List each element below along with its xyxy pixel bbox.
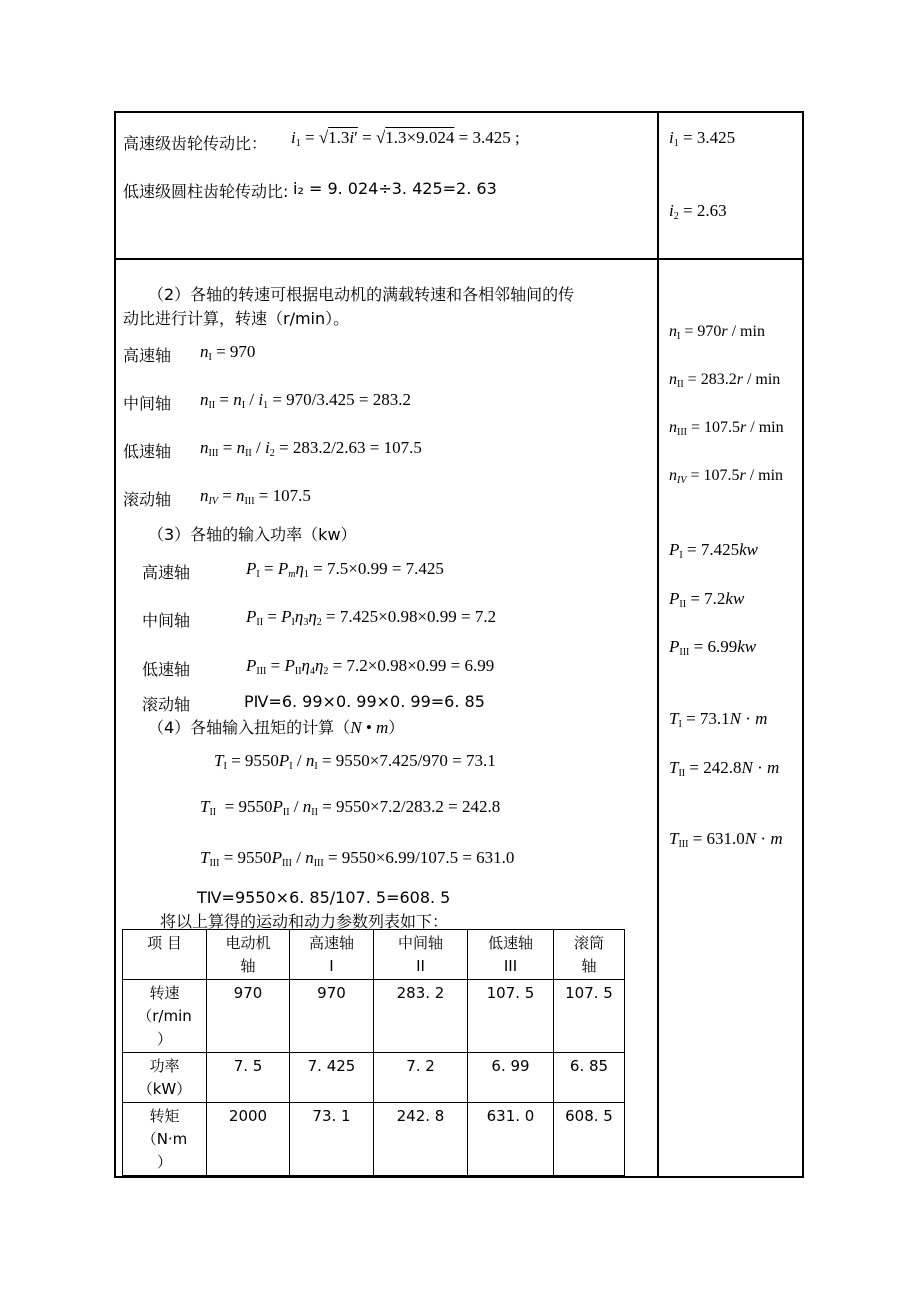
torque-expr-4: TⅣ=9550×6. 85/107. 5=608. 5 xyxy=(197,888,451,907)
table-cell: 2000 xyxy=(207,1103,290,1176)
side-i1: $i_1 = 3.425$ xyxy=(669,128,736,149)
speed-intro-line1: （2）各轴的转速可根据电动机的满载转速和各相邻轴间的传 xyxy=(148,285,575,304)
speed-label-mid: 中间轴 xyxy=(123,394,172,413)
header-cell: 电动机 轴 xyxy=(207,930,290,980)
torque-heading-unit: N • m xyxy=(350,718,389,737)
header-cell: 项 目 xyxy=(123,930,207,980)
table-cell: 功率 （kW） xyxy=(123,1053,207,1103)
ratio-high-expr: $i_1 = √1.3i' = √1.3\times 9.024 = 3.425$ ; xyxy=(291,128,520,149)
power-label-roll: 滚动轴 xyxy=(142,695,191,714)
torque-expr-3: $T_{III} = 9550P_{III} / n_{III} = 9550\times 6.99/107.5 = 631.0$ xyxy=(200,848,515,869)
power-label-low: 低速轴 xyxy=(142,660,191,679)
ratio-low-expr: i₂ = 9. 024÷3. 425=2. 63 xyxy=(293,179,497,198)
side-n3: $n_{III} = 107.5r / \min$ xyxy=(669,419,784,438)
table-cell: 107. 5 xyxy=(554,980,625,1053)
table-header-row xyxy=(123,930,625,980)
table-cell: 7. 425 xyxy=(290,1053,374,1103)
side-p2: $P_{II} = 7.2kw$ xyxy=(669,589,745,610)
table-row xyxy=(123,1053,625,1103)
table-cell: 283. 2 xyxy=(374,980,468,1053)
speed-label-high: 高速轴 xyxy=(123,346,172,365)
table-cell: 6. 85 xyxy=(554,1053,625,1103)
torque-heading-close: ） xyxy=(388,718,405,737)
table-cell: 970 xyxy=(290,980,374,1053)
power-label-high: 高速轴 xyxy=(142,563,191,582)
power-heading: （3）各轴的输入功率（kw） xyxy=(148,525,357,544)
table-cell: 631. 0 xyxy=(468,1103,554,1176)
torque-expr-2: $T_{II} = 9550P_{II} / n_{II} = 9550\times 7.2/283.2 = 242.8$ xyxy=(200,797,501,818)
table-cell: 73. 1 xyxy=(290,1103,374,1176)
table-cell: 970 xyxy=(207,980,290,1053)
header-cell: 高速轴 I xyxy=(290,930,374,980)
side-i2: $i_2 = 2.63$ xyxy=(669,201,727,222)
side-t3: $T_{III} = 631.0N \cdot m$ xyxy=(669,829,783,850)
side-n4: $n_{IV} = 107.5r / \min$ xyxy=(669,467,784,486)
header-cell: 中间轴 II xyxy=(374,930,468,980)
torque-expr-1: $T_I = 9550P_I / n_I = 9550\times 7.425/970 = 73.1$ xyxy=(214,751,496,772)
speed-expr-low: $n_{III} = n_{II} / i_2 = 283.2/2.63 = 107.5$ xyxy=(200,438,422,459)
power-expr-mid: $P_{II} = P_I\eta_3\eta_2 = 7.425\times 0.98\times 0.99 = 7.2$ xyxy=(246,607,497,628)
side-n2: $n_{II} = 283.2r / \min$ xyxy=(669,371,781,390)
torque-heading xyxy=(148,715,404,738)
side-t1: $T_I = 73.1N \cdot m$ xyxy=(669,709,768,730)
speed-label-roll: 滚动轴 xyxy=(123,490,172,509)
table-cell: 107. 5 xyxy=(468,980,554,1053)
speed-expr-mid: $n_{II} = n_I / i_1 = 970/3.425 = 283.2$ xyxy=(200,390,411,411)
header-cell: 低速轴 III xyxy=(468,930,554,980)
side-t2: $T_{II} = 242.8N \cdot m$ xyxy=(669,758,780,779)
power-label-mid: 中间轴 xyxy=(142,611,191,630)
side-p3: $P_{III} = 6.99kw$ xyxy=(669,637,757,658)
power-expr-roll: PⅣ=6. 99×0. 99×0. 99=6. 85 xyxy=(244,692,485,711)
speed-expr-roll: $n_{IV} = n_{III} = 107.5$ xyxy=(200,486,311,507)
ratio-low-label: 低速级圆柱齿轮传动比: xyxy=(123,182,289,201)
table-row xyxy=(123,1103,625,1176)
header-cell: 滚筒 轴 xyxy=(554,930,625,980)
column-divider xyxy=(657,111,659,1178)
speed-label-low: 低速轴 xyxy=(123,442,172,461)
table-cell: 6. 99 xyxy=(468,1053,554,1103)
table-cell: 转矩 （N·m ） xyxy=(123,1103,207,1176)
side-n1: $n_I = 970r / \min$ xyxy=(669,323,765,342)
row-divider xyxy=(114,258,804,260)
table-cell: 7. 2 xyxy=(374,1053,468,1103)
table-cell: 608. 5 xyxy=(554,1103,625,1176)
side-p1: $P_I = 7.425kw$ xyxy=(669,540,758,561)
table-row xyxy=(123,980,625,1053)
table-cell: 242. 8 xyxy=(374,1103,468,1176)
table-cell: 7. 5 xyxy=(207,1053,290,1103)
power-expr-low: $P_{III} = P_{II}\eta_4\eta_2 = 7.2\times 0.98\times 0.99 = 6.99$ xyxy=(246,656,495,677)
ratio-high-label: 高速级齿轮传动比： xyxy=(123,134,268,153)
table-caption: 将以上算得的运动和动力参数列表如下： xyxy=(160,912,449,931)
speed-expr-high: $n_I = 970$ xyxy=(200,342,256,363)
table-cell: 转速 （r/min ） xyxy=(123,980,207,1053)
speed-intro-line2: 动比进行计算，转速（r/min）。 xyxy=(123,309,350,328)
parameter-table xyxy=(122,929,625,1176)
power-expr-high: $P_I = P_m\eta_1 = 7.5\times 0.99 = 7.425$ xyxy=(246,559,444,580)
torque-heading-text: （4）各轴输入扭矩的计算（ xyxy=(148,718,351,737)
